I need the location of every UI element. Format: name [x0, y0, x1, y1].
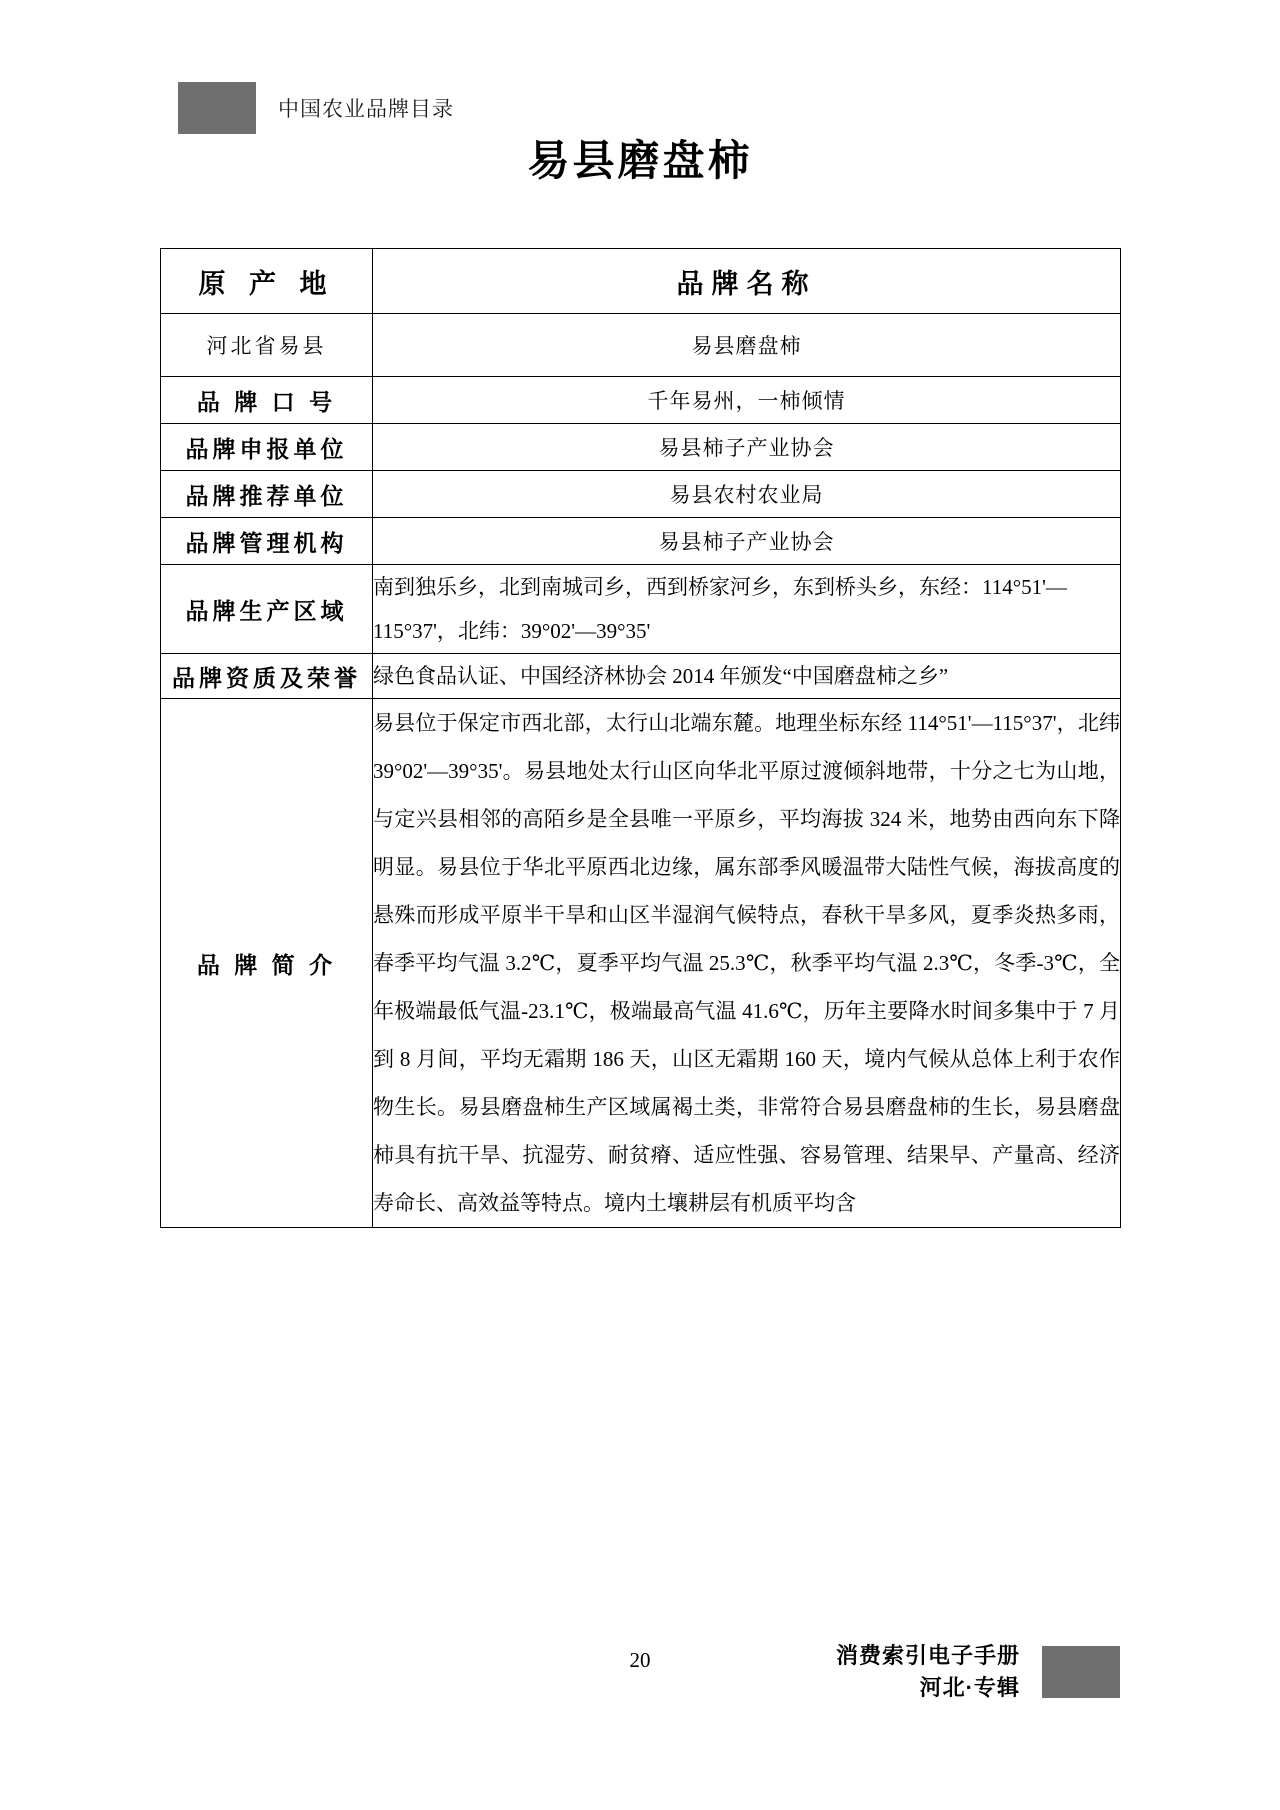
table-row — [161, 471, 1121, 518]
footer-logo-block — [1042, 1646, 1120, 1698]
header-cell-brand-name: 品牌名称 — [373, 249, 1121, 314]
brand-table-wrapper — [160, 248, 1120, 1228]
table-row — [161, 424, 1121, 471]
table-row — [161, 314, 1121, 377]
footer-brand — [836, 1640, 1120, 1704]
table-row — [161, 654, 1121, 699]
table-row — [161, 565, 1121, 654]
table-row-introduction — [161, 699, 1121, 1228]
row-value-introduction: 易县位于保定市西北部，太行山北端东麓。地理坐标东经 114°51'—115°37'，北纬 39°02'—39°35'。易县地处太行山区向华北平原过渡倾斜地带，十分之七为山地，与定兴县相邻的高陌乡是全县唯一平原乡，平均海拔 324 米，地势由西向东下降明显。易县位于华北平原西北边缘，属东部季风暖温带大陆性气候，海拔高度的悬殊而形成平原半干旱和山区半湿润气候特点，春秋干旱多风，夏季炎热多雨，春季平均气温 3.2℃，夏季平均气温 25.3℃，秋季平均气温 2.3℃，冬季-3℃，全年极端最低气温-23.1℃，极端最高气温 41.6℃，历年主要降水时间多集中于 7 月到 8 月间，平均无霜期 186 天，山区无霜期 160 天，境内气候从总体上利于农作物生长。易县磨盘柿生产区域属褐土类，非常符合易县磨盘柿的生长，易县磨盘柿具有抗干旱、抗湿劳、耐贫瘠、适应性强、容易管理、结果早、产量高、经济寿命长、高效益等特点。境内土壤耕层有机质平均含 — [373, 699, 1121, 1228]
row-value-slogan: 千年易州，一柿倾情 — [373, 377, 1121, 424]
row-label-applicant: 品牌申报单位 — [161, 424, 373, 471]
row-value-applicant: 易县柿子产业协会 — [373, 424, 1121, 471]
row-label-production-area: 品牌生产区域 — [161, 565, 373, 654]
row-value-origin-place: 易县磨盘柿 — [373, 314, 1121, 377]
table-row — [161, 377, 1121, 424]
row-label-origin-place: 河北省易县 — [161, 314, 373, 377]
page-footer — [0, 1640, 1280, 1720]
table-row — [161, 518, 1121, 565]
row-value-qualifications: 绿色食品认证、中国经济林协会 2014 年颁发“中国磨盘柿之乡” — [373, 654, 1121, 699]
catalog-title: 中国农业品牌目录 — [278, 98, 454, 121]
brand-table — [160, 248, 1121, 1228]
footer-line-2: 河北·专辑 — [919, 1675, 1020, 1700]
footer-line-1: 消费索引电子手册 — [835, 1643, 1020, 1668]
row-label-introduction: 品 牌 简 介 — [161, 699, 373, 1228]
row-value-production-area: 南到独乐乡，北到南城司乡，西到桥家河乡，东到桥头乡，东经：114°51'—115°37'，北纬：39°02'—39°35' — [373, 565, 1121, 654]
row-label-management: 品牌管理机构 — [161, 518, 373, 565]
row-value-recommender: 易县农村农业局 — [373, 471, 1121, 518]
catalog-logo-block — [178, 82, 256, 134]
header-cell-origin: 原 产 地 — [161, 249, 373, 314]
row-value-management: 易县柿子产业协会 — [373, 518, 1121, 565]
row-label-slogan: 品 牌 口 号 — [161, 377, 373, 424]
page-title: 易县磨盘柿 — [527, 137, 753, 184]
table-header-row — [161, 249, 1121, 314]
row-label-qualifications: 品牌资质及荣誉 — [161, 654, 373, 699]
footer-text — [836, 1640, 1020, 1704]
row-label-recommender: 品牌推荐单位 — [161, 471, 373, 518]
page-number: 20 — [629, 1648, 651, 1672]
